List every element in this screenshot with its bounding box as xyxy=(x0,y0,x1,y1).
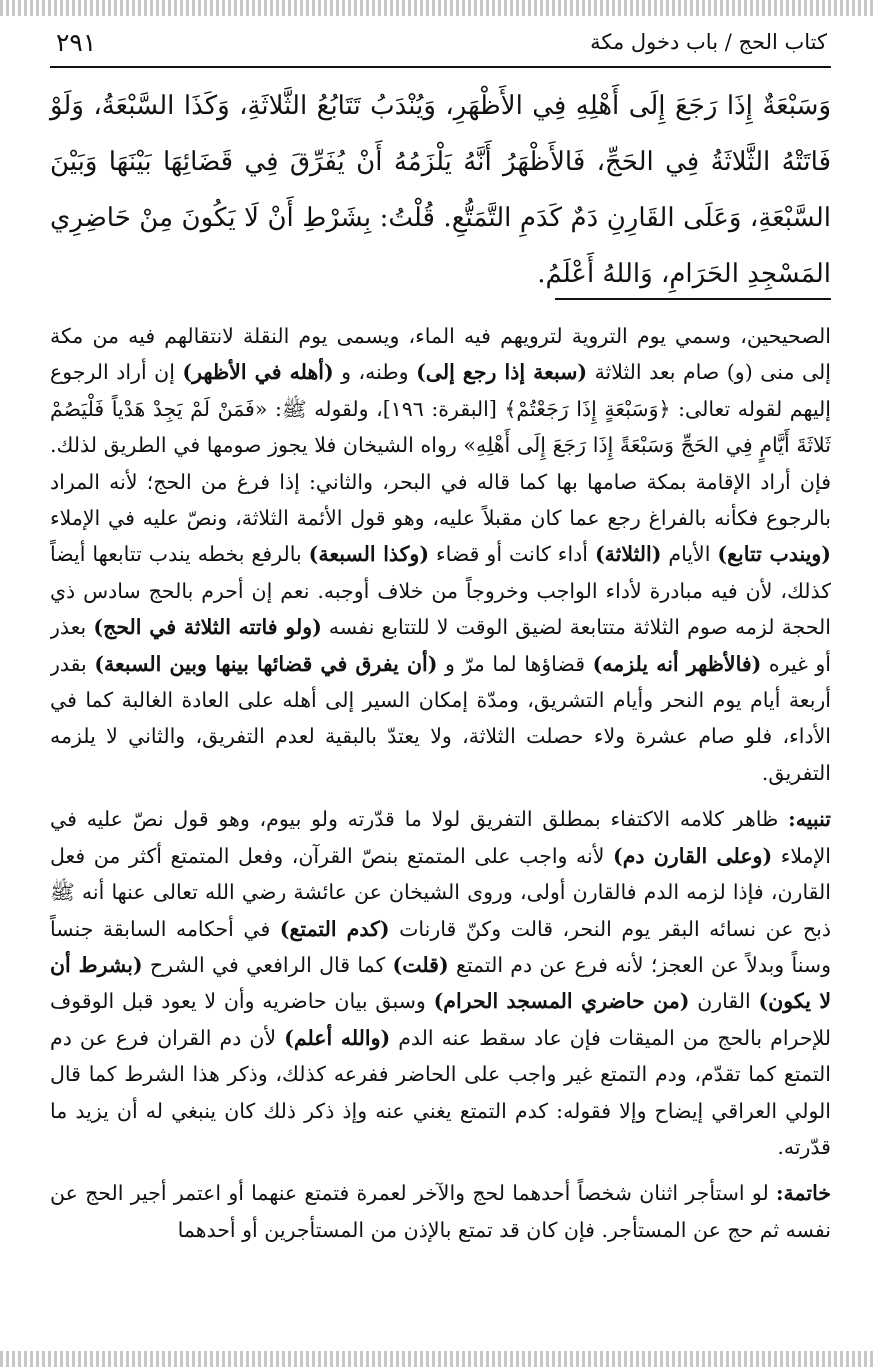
quoted-matn: (كدم التمتع) xyxy=(279,916,390,941)
commentary-text: الصحيحين، وسمي يوم التروية لترويهم فيه الماء، ويسمى يوم النقلة لانتقالهم فيه من مكة إلى منى (و) صام بعد الثلاثة xyxy=(50,324,831,385)
commentary-text: قضاؤها لما مرّ و xyxy=(437,651,593,676)
quoted-matn: (قلت) xyxy=(392,952,449,977)
quoted-matn: (ويندب تتابع) xyxy=(717,542,831,567)
commentary-text: لأنه واجب على المتمتع بنصّ القرآن، وفعل المتمتع أكثر من فعل القارن، فإذا لزمه الدم فالقارن أولى، وروى الشيخان عن عائشة رضي الله تعالى عنها أنه ﷺ ذبح عن نسائه البقر يوم النحر، قالت وكنّ قارنات xyxy=(50,843,831,941)
quoted-matn: (أهله في الأظهر) xyxy=(182,360,334,385)
page-number: ٢٩١ xyxy=(56,28,97,57)
quoted-matn: (وعلى القارن دم) xyxy=(613,843,773,868)
commentary-text: الأيام xyxy=(661,542,718,567)
quoted-matn: (أن يفرق في قضائها بينها وبين السبعة) xyxy=(94,651,438,676)
top-ornament-border xyxy=(0,0,873,16)
commentary-text: لأن دم القران فرع عن دم التمتع كما تقدّم، ودم التمتع غير واجب على الحاضر ففرعه كذلك، وذكر هذا الشرط كما قال الولي العراقي إيضاح وإلا فقوله: كدم التمتع يغني عنه وإذ ذكر ذلك كان ينبغي له أن يزيد ما قدّرته. xyxy=(50,1025,831,1159)
commentary-paragraph-3 xyxy=(50,1175,831,1248)
commentary-text: ظاهر كلامه الاكتفاء بمطلق التفريق لولا ما قدّرته ولو بيوم، وهو قول نصّ عليه في الإملاء xyxy=(50,807,831,868)
commentary-text: القارن xyxy=(689,989,759,1014)
commentary-text: بالرفع بخطه يندب تتابعها أيضاً كذلك، لأن فيه مبادرة لأداء الواجب وخروجاً من خلاف أوجبه. نعم إن أحرم بالحج سادس ذي الحجة لزمه صوم الثلاثة متتابعة لضيق الوقت لا للتتابع نفسه xyxy=(50,542,831,640)
commentary-paragraph-2 xyxy=(50,801,831,1165)
quoted-matn: (فالأظهر أنه يلزمه) xyxy=(592,651,762,676)
commentary-text: بقدر أربعة أيام يوم النحر وأيام التشريق، ومدّة إمكان السير إلى أهله على العادة الغالبة كما في الأداء، فلو صام عشرة ولاء حصلت الثلاثة، ولا يعتدّ بالبقية لعدم التفريق، والثاني لا يلزمه التفريق. xyxy=(50,651,831,785)
commentary-text: إن أراد الرجوع إليهم لقوله تعالى: ﴿وَسَبْعَةٍ إِذَا رَجَعْتُمْ﴾ [البقرة: ١٩٦]، ولقوله ﷺ: «فَمَنْ لَمْ يَجِدْ هَدْياً فَلْيَصُمْ ثَلاثَةَ أَيَّامٍ فِي الحَجِّ وَسَبْعَةً إِذَا رَجَعَ إِلَى أَهْلِهِ» رواه الشيخان فلا يجوز صومها في الطريق لذلك. فإن أراد الإقامة بمكة صامها بها كما قاله في البحر، والثاني: إذا فرغ من الحج؛ لأنه المراد بالرجوع فكأنه بالفراغ رجع عما كان مقبلاً عليه، وهو قول الأئمة الثلاثة، ونصّ عليه في الإملاء xyxy=(50,360,831,531)
commentary-paragraph-1 xyxy=(50,318,831,791)
commentary-block xyxy=(50,318,831,1338)
commentary-text: لو استأجر اثنان شخصاً أحدهما لحج والآخر لعمرة فتمتع عنهما أو اعتمر أجير الحج عن نفسه ثم حج عن المستأجر. فإن كان قد تمتع بالإذن من المستأجرين أو أحدهما xyxy=(50,1181,831,1242)
commentary-text: أداء كانت أو قضاء xyxy=(429,542,595,567)
page-header xyxy=(50,22,831,68)
quoted-matn: (والله أعلم) xyxy=(284,1025,391,1050)
note-heading: تنبيه: xyxy=(788,807,831,832)
quoted-matn: (الثلاثة) xyxy=(594,542,662,567)
running-title: كتاب الحج / باب دخول مكة xyxy=(590,30,827,54)
main-text-block: وَسَبْعَةٌ إِذَا رَجَعَ إِلَى أَهْلِهِ فِي الأَظْهَرِ، وَيُنْدَبُ تَتَابُعُ الثَّلاثَةِ، وَكَذَا السَّبْعَةُ، وَلَوْ فَاتَتْهُ الثَّلاثَةُ فِي الحَجِّ، فَالأَظْهَرُ أَنَّهُ يَلْزَمُهُ أَنْ يُفَرِّقَ فِي قَضَائِهَا بَيْنَهَا وَبَيْنَ السَّبْعَةِ، وَعَلَى القَارِنِ دَمٌ كَدَمِ التَّمَتُّعِ. قُلْتُ: بِشَرْطِ أَنْ لَا يَكُونَ مِنْ حَاضِرِي المَسْجِدِ الحَرَامِ، وَاللهُ أَعْلَمُ. xyxy=(50,91,831,289)
commentary-text: بعذر أو غيره xyxy=(50,615,831,676)
quoted-matn: (سبعة إذا رجع إلى) xyxy=(416,360,588,385)
quoted-matn: (وكذا السبعة) xyxy=(308,542,430,567)
quoted-matn: (بشرط أن لا يكون) xyxy=(50,952,831,1014)
commentary-text: كما قال الرافعي في الشرح xyxy=(142,952,393,977)
footnote-divider xyxy=(555,298,831,300)
conclusion-heading: خاتمة: xyxy=(775,1181,831,1206)
bottom-ornament-border xyxy=(0,1351,873,1367)
commentary-text: وسبق بيان حاضريه وأن لا يعود قبل الوقوف للإحرام بالحج من الميقات فإن عاد سقط عنه الدم xyxy=(50,989,831,1050)
quoted-matn: (ولو فاتته الثلاثة في الحج) xyxy=(93,615,322,640)
commentary-text: في أحكامه السابقة جنساً وسناً وبدلاً عن العجز؛ لأنه فرع عن دم التمتع xyxy=(50,916,831,977)
commentary-text: وطنه، و xyxy=(333,360,417,385)
quoted-matn: (من حاضري المسجد الحرام) xyxy=(433,989,690,1014)
